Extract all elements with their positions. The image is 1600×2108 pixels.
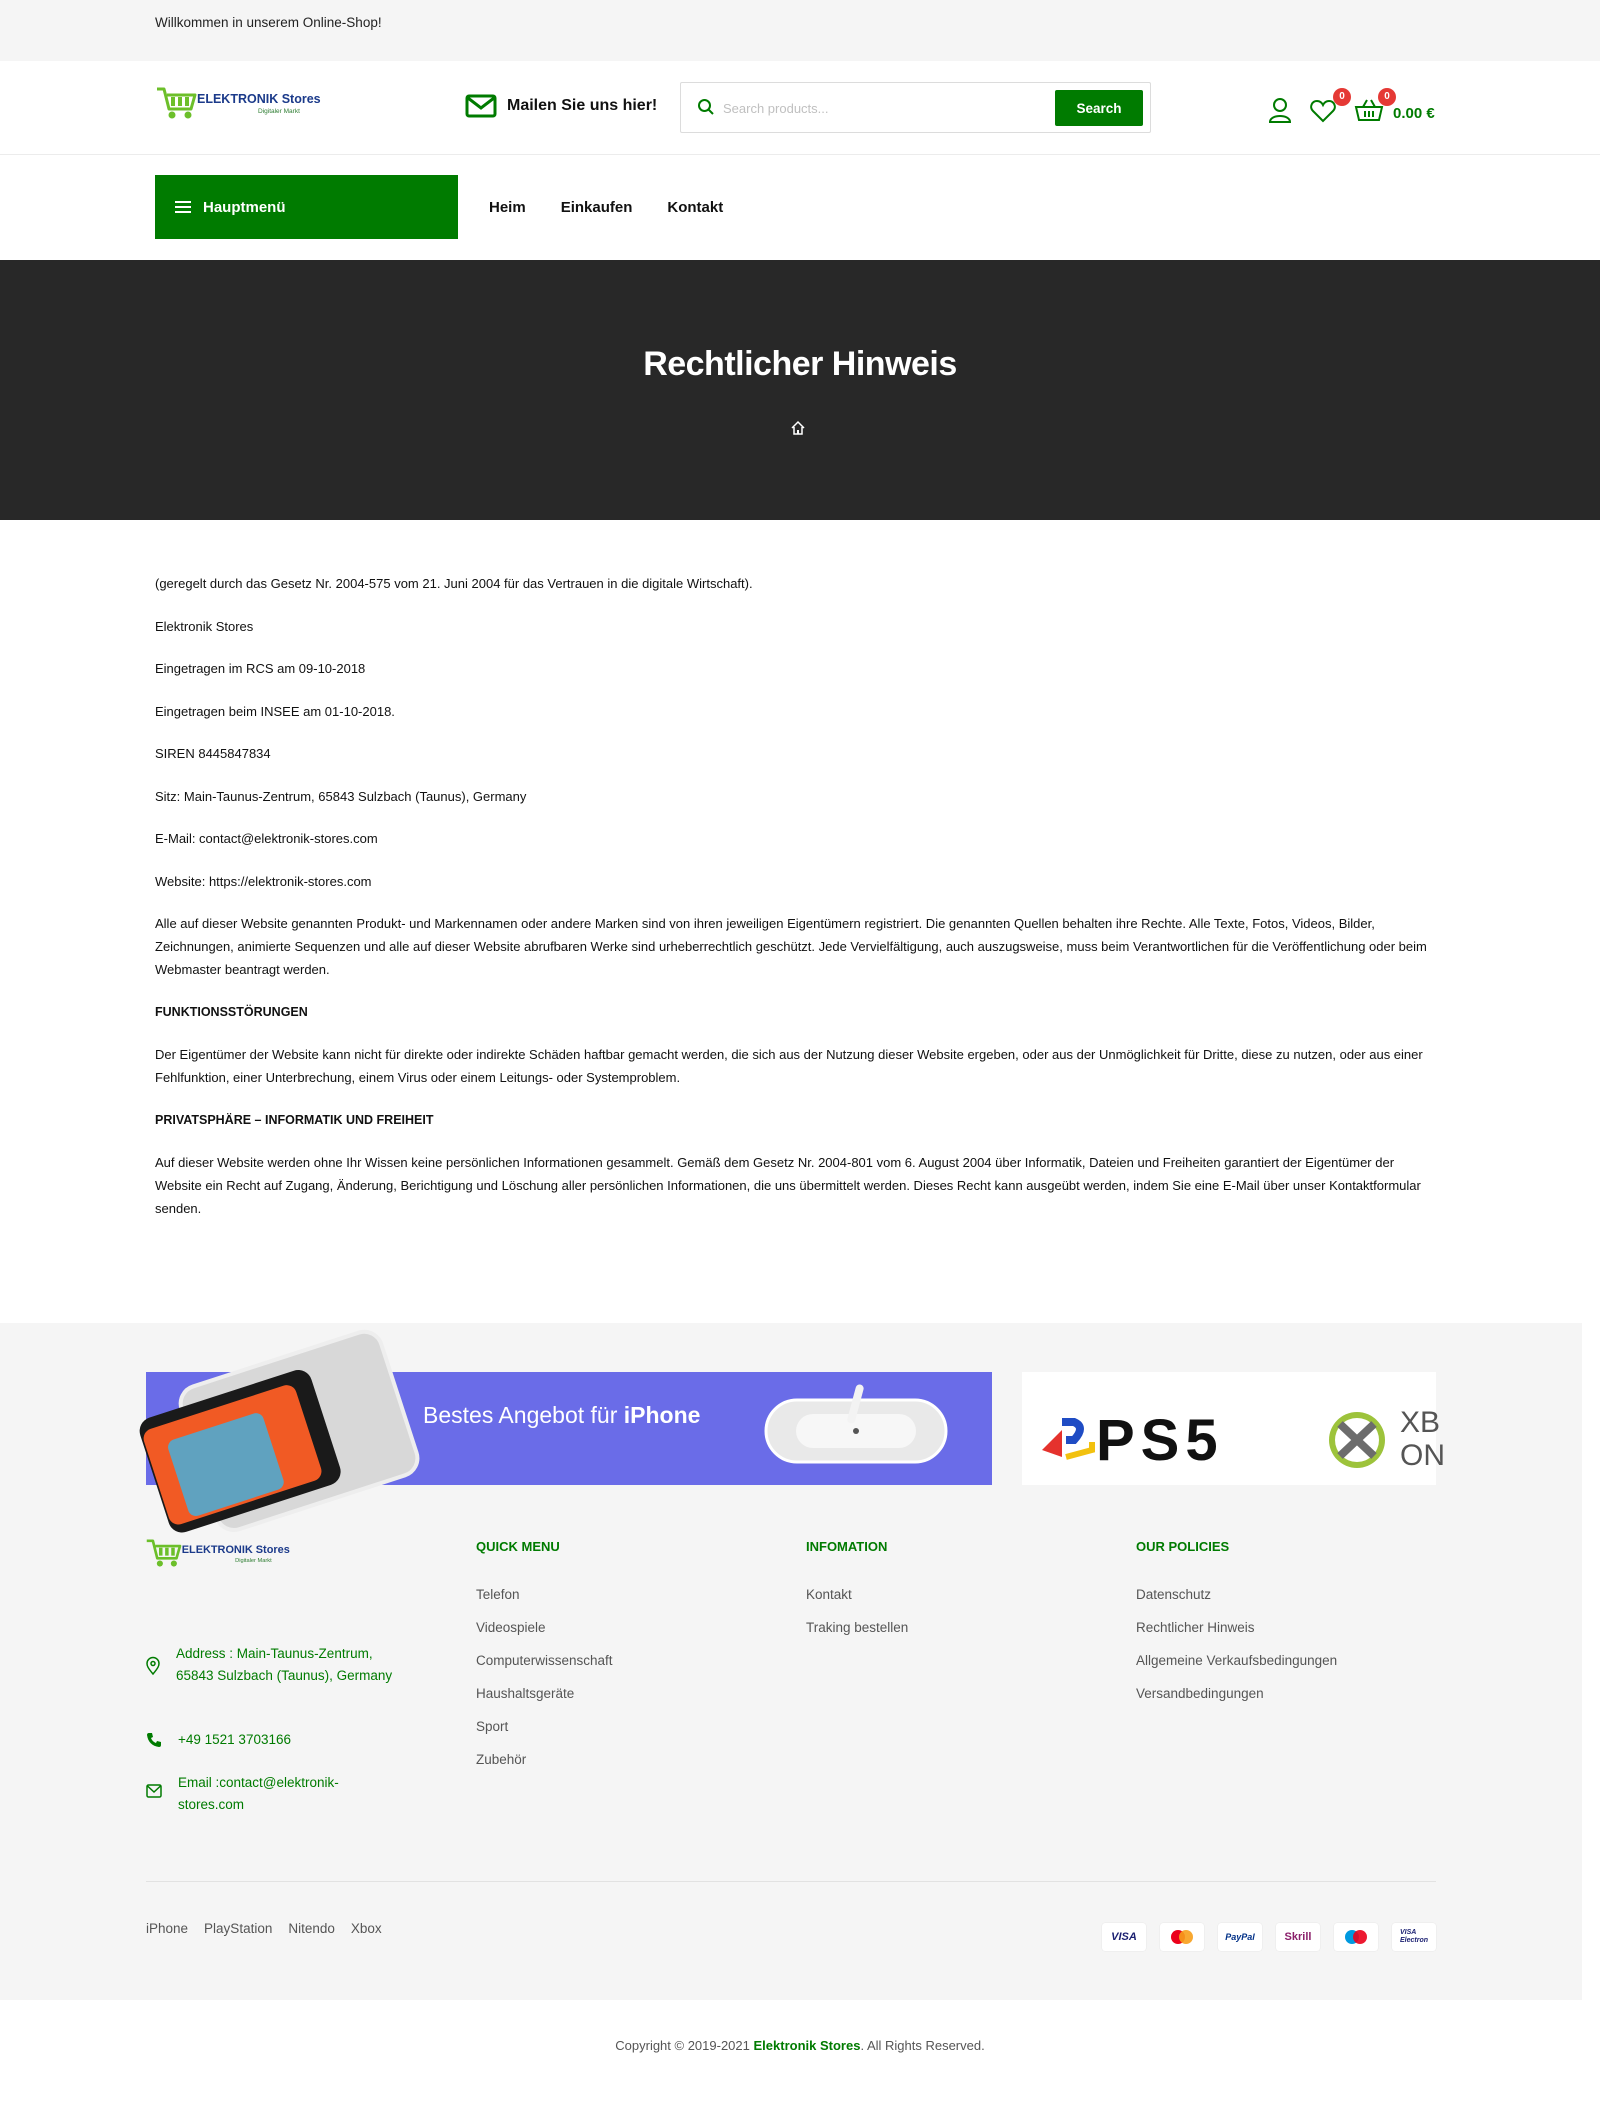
quick-menu-item[interactable]: Zubehör: [476, 1752, 527, 1767]
policies-title: OUR POLICIES: [1136, 1539, 1230, 1554]
footer: [0, 1323, 1582, 2000]
legal-paragraph: Elektronik Stores: [155, 618, 254, 634]
logo-name: ELEKTRONIK Stores: [181, 1544, 290, 1556]
legal-paragraph: E-Mail: contact@elektronik-stores.com: [155, 831, 378, 846]
policy-item[interactable]: Rechtlicher Hinweis: [1136, 1620, 1255, 1635]
quick-menu-item[interactable]: Computerwissenschaft: [476, 1653, 613, 1668]
mastercard-icon: [1160, 1923, 1204, 1951]
skrill-icon: Skrill: [1276, 1923, 1320, 1951]
logo-tagline: Digitaler Markt: [235, 1557, 272, 1564]
search-button[interactable]: Search: [1055, 90, 1143, 126]
visa-icon: VISA: [1102, 1923, 1146, 1951]
legal-paragraph: Sitz: Main-Taunus-Zentrum, 65843 Sulzbach (Taunus), Germany: [155, 788, 527, 804]
legal-paragraph: Auf dieser Website werden ohne Ihr Wissen keine persönlichen Informationen gesammelt. Gemäß dem Gesetz Nr. 2004-801 vom 6. August 2004 über Informatik, Dateien und Freiheiten garantiert der Eigentümer der Website ein Recht auf Zugang, Änderung, Berichtigung und Löschung aller persönlichen Informationen, die uns übermittelt werden. Dieses Recht kann ausgeübt werden, indem Sie eine E-Mail über unser Kontaktformular senden.: [155, 1155, 1421, 1216]
xbox-text-1: XB: [1400, 1406, 1441, 1439]
page-hero: [0, 260, 1600, 520]
payment-methods: [1102, 1923, 1436, 1951]
home-breadcrumb-icon[interactable]: [790, 420, 806, 441]
hamburger-icon: [175, 201, 191, 213]
xbox-text-2: ON: [1400, 1439, 1445, 1472]
cart-logo-icon: [145, 1535, 290, 1571]
footer-logo[interactable]: [145, 1535, 290, 1571]
address-text: Address : Main-Taunus-Zentrum, 65843 Sulzbach (Taunus), Germany: [176, 1646, 393, 1683]
brand-link[interactable]: PlayStation: [204, 1921, 273, 1936]
search-input[interactable]: [723, 95, 1053, 121]
logo-tagline: Digitaler Markt: [258, 108, 300, 115]
section-heading: FUNKTIONSSTÖRUNGEN: [155, 1004, 308, 1019]
footer-divider: [146, 1881, 1436, 1882]
cart-count-badge: 0: [1378, 88, 1396, 106]
nav-link-heim[interactable]: Heim: [489, 199, 526, 216]
nav-link-kontakt[interactable]: Kontakt: [667, 199, 724, 216]
brand-link[interactable]: Nitendo: [288, 1921, 335, 1936]
location-pin-icon: [146, 1657, 160, 1675]
nav-link-einkaufen[interactable]: Einkaufen: [560, 199, 633, 216]
brand-link[interactable]: iPhone: [146, 1921, 189, 1936]
email-text: Email :contact@elektronik-stores.com: [178, 1775, 339, 1812]
search-box: [680, 82, 1151, 133]
copyright: Copyright © 2019-2021 Elektronik Stores. All Rights Reserved.: [615, 2038, 985, 2053]
mail-label: Mailen Sie uns hier!: [507, 97, 658, 114]
account-icon[interactable]: [1268, 97, 1292, 128]
policies-list: [1136, 1586, 1337, 1718]
policy-item[interactable]: Datenschutz: [1136, 1587, 1212, 1602]
legal-paragraph: Der Eigentümer der Website kann nicht für direkte oder indirekte Schäden haftbar gemacht werden, die sich aus der Nutzung dieser Website ergeben, oder aus der Unmöglichkeit für Dritte, diese zu nutzen, oder aus einer Fehlfunktion, einer Unterbrechung, einem Virus oder einem Leitungs- oder Systemproblem.: [155, 1047, 1423, 1085]
legal-paragraph: Eingetragen im RCS am 09-10-2018: [155, 661, 366, 676]
logo[interactable]: [155, 83, 321, 123]
main-navigation: [0, 155, 1600, 260]
info-title: INFOMATION: [806, 1539, 888, 1554]
envelope-icon: [146, 1784, 162, 1798]
iphone-banner[interactable]: [146, 1372, 992, 1485]
quick-menu-item[interactable]: Videospiele: [476, 1620, 546, 1635]
logo-name: ELEKTRONIK Stores: [197, 92, 321, 106]
brand-links: [146, 1921, 382, 1936]
iphone-banner-text: Bestes Angebot für iPhone: [423, 1402, 701, 1428]
copyright-brand-link[interactable]: Elektronik Stores: [753, 2038, 861, 2053]
info-item[interactable]: Traking bestellen: [806, 1620, 909, 1635]
nav-links: [489, 199, 723, 216]
main-menu-label: Hauptmenü: [203, 198, 286, 216]
wishlist-count-badge: 0: [1333, 88, 1351, 106]
section-heading: PRIVATSPHÄRE – INFORMATIK UND FREIHEIT: [155, 1112, 434, 1127]
policy-item[interactable]: Versandbedingungen: [1136, 1686, 1264, 1701]
info-list: [806, 1586, 908, 1652]
quick-menu-list: [476, 1586, 613, 1784]
info-item[interactable]: Kontakt: [806, 1587, 852, 1602]
quick-menu-item[interactable]: Sport: [476, 1719, 509, 1734]
speaker-image: [756, 1372, 956, 1485]
legal-paragraph: Eingetragen beim INSEE am 01-10-2018.: [155, 703, 395, 719]
iphone-image: [146, 1372, 396, 1485]
ps5-xbox-logos: [1022, 1372, 1445, 1485]
wishlist-heart-icon[interactable]: [1310, 99, 1336, 128]
phone-icon: [146, 1732, 162, 1748]
quick-menu-item[interactable]: Telefon: [476, 1587, 520, 1602]
phone-text: +49 1521 3703166: [178, 1732, 291, 1747]
policy-item[interactable]: Allgemeine Verkaufsbedingungen: [1136, 1653, 1338, 1668]
console-banner[interactable]: [1022, 1372, 1445, 1485]
mail-us[interactable]: [465, 94, 657, 118]
quick-menu-item[interactable]: Haushaltsgeräte: [476, 1686, 575, 1701]
welcome-text: Willkommen in unserem Online-Shop!: [155, 15, 382, 30]
legal-content: [155, 572, 1440, 1240]
page-title: Rechtlicher Hinweis: [643, 345, 957, 383]
legal-paragraph: Website: https://elektronik-stores.com: [155, 873, 372, 889]
cart-logo-icon: [155, 83, 321, 123]
legal-paragraph: Alle auf dieser Website genannten Produkt- und Markennamen oder andere Marken sind von ihren jeweiligen Eigentümern registriert. Die genannten Quellen behalten ihre Rechte. Alle Texte, Fotos, Videos, Bilder, Zeichnungen, animierte Sequenzen und alle auf dieser Website abrufbaren Werke sind urheberrechtlich geschützt. Jede Vervielfältigung, auch auszugsweise, muss beim Verantwortlichen für die Veröffentlichung oder beim Webmaster beantragt werden.: [155, 916, 1427, 977]
cart-total[interactable]: 0.00 €: [1393, 105, 1435, 122]
paypal-icon: PayPal: [1218, 1923, 1262, 1951]
main-menu-button[interactable]: [155, 175, 458, 239]
maestro-icon: [1334, 1923, 1378, 1951]
visa-electron-icon: VISA Electron: [1392, 1923, 1436, 1951]
footer-email[interactable]: [146, 1772, 353, 1816]
search-icon: [697, 98, 715, 121]
top-bar: [0, 0, 1600, 61]
footer-address: [146, 1643, 406, 1687]
ps5-text: PS5: [1096, 1408, 1224, 1473]
footer-phone[interactable]: [146, 1729, 408, 1751]
legal-paragraph: (geregelt durch das Gesetz Nr. 2004-575 vom 21. Juni 2004 für das Vertrauen in die digitale Wirtschaft).: [155, 576, 753, 591]
header: [0, 61, 1600, 155]
quick-menu-title: QUICK MENU: [476, 1539, 560, 1554]
envelope-icon: [465, 94, 497, 118]
brand-link[interactable]: Xbox: [350, 1921, 382, 1936]
legal-paragraph: SIREN 8445847834: [155, 746, 271, 761]
